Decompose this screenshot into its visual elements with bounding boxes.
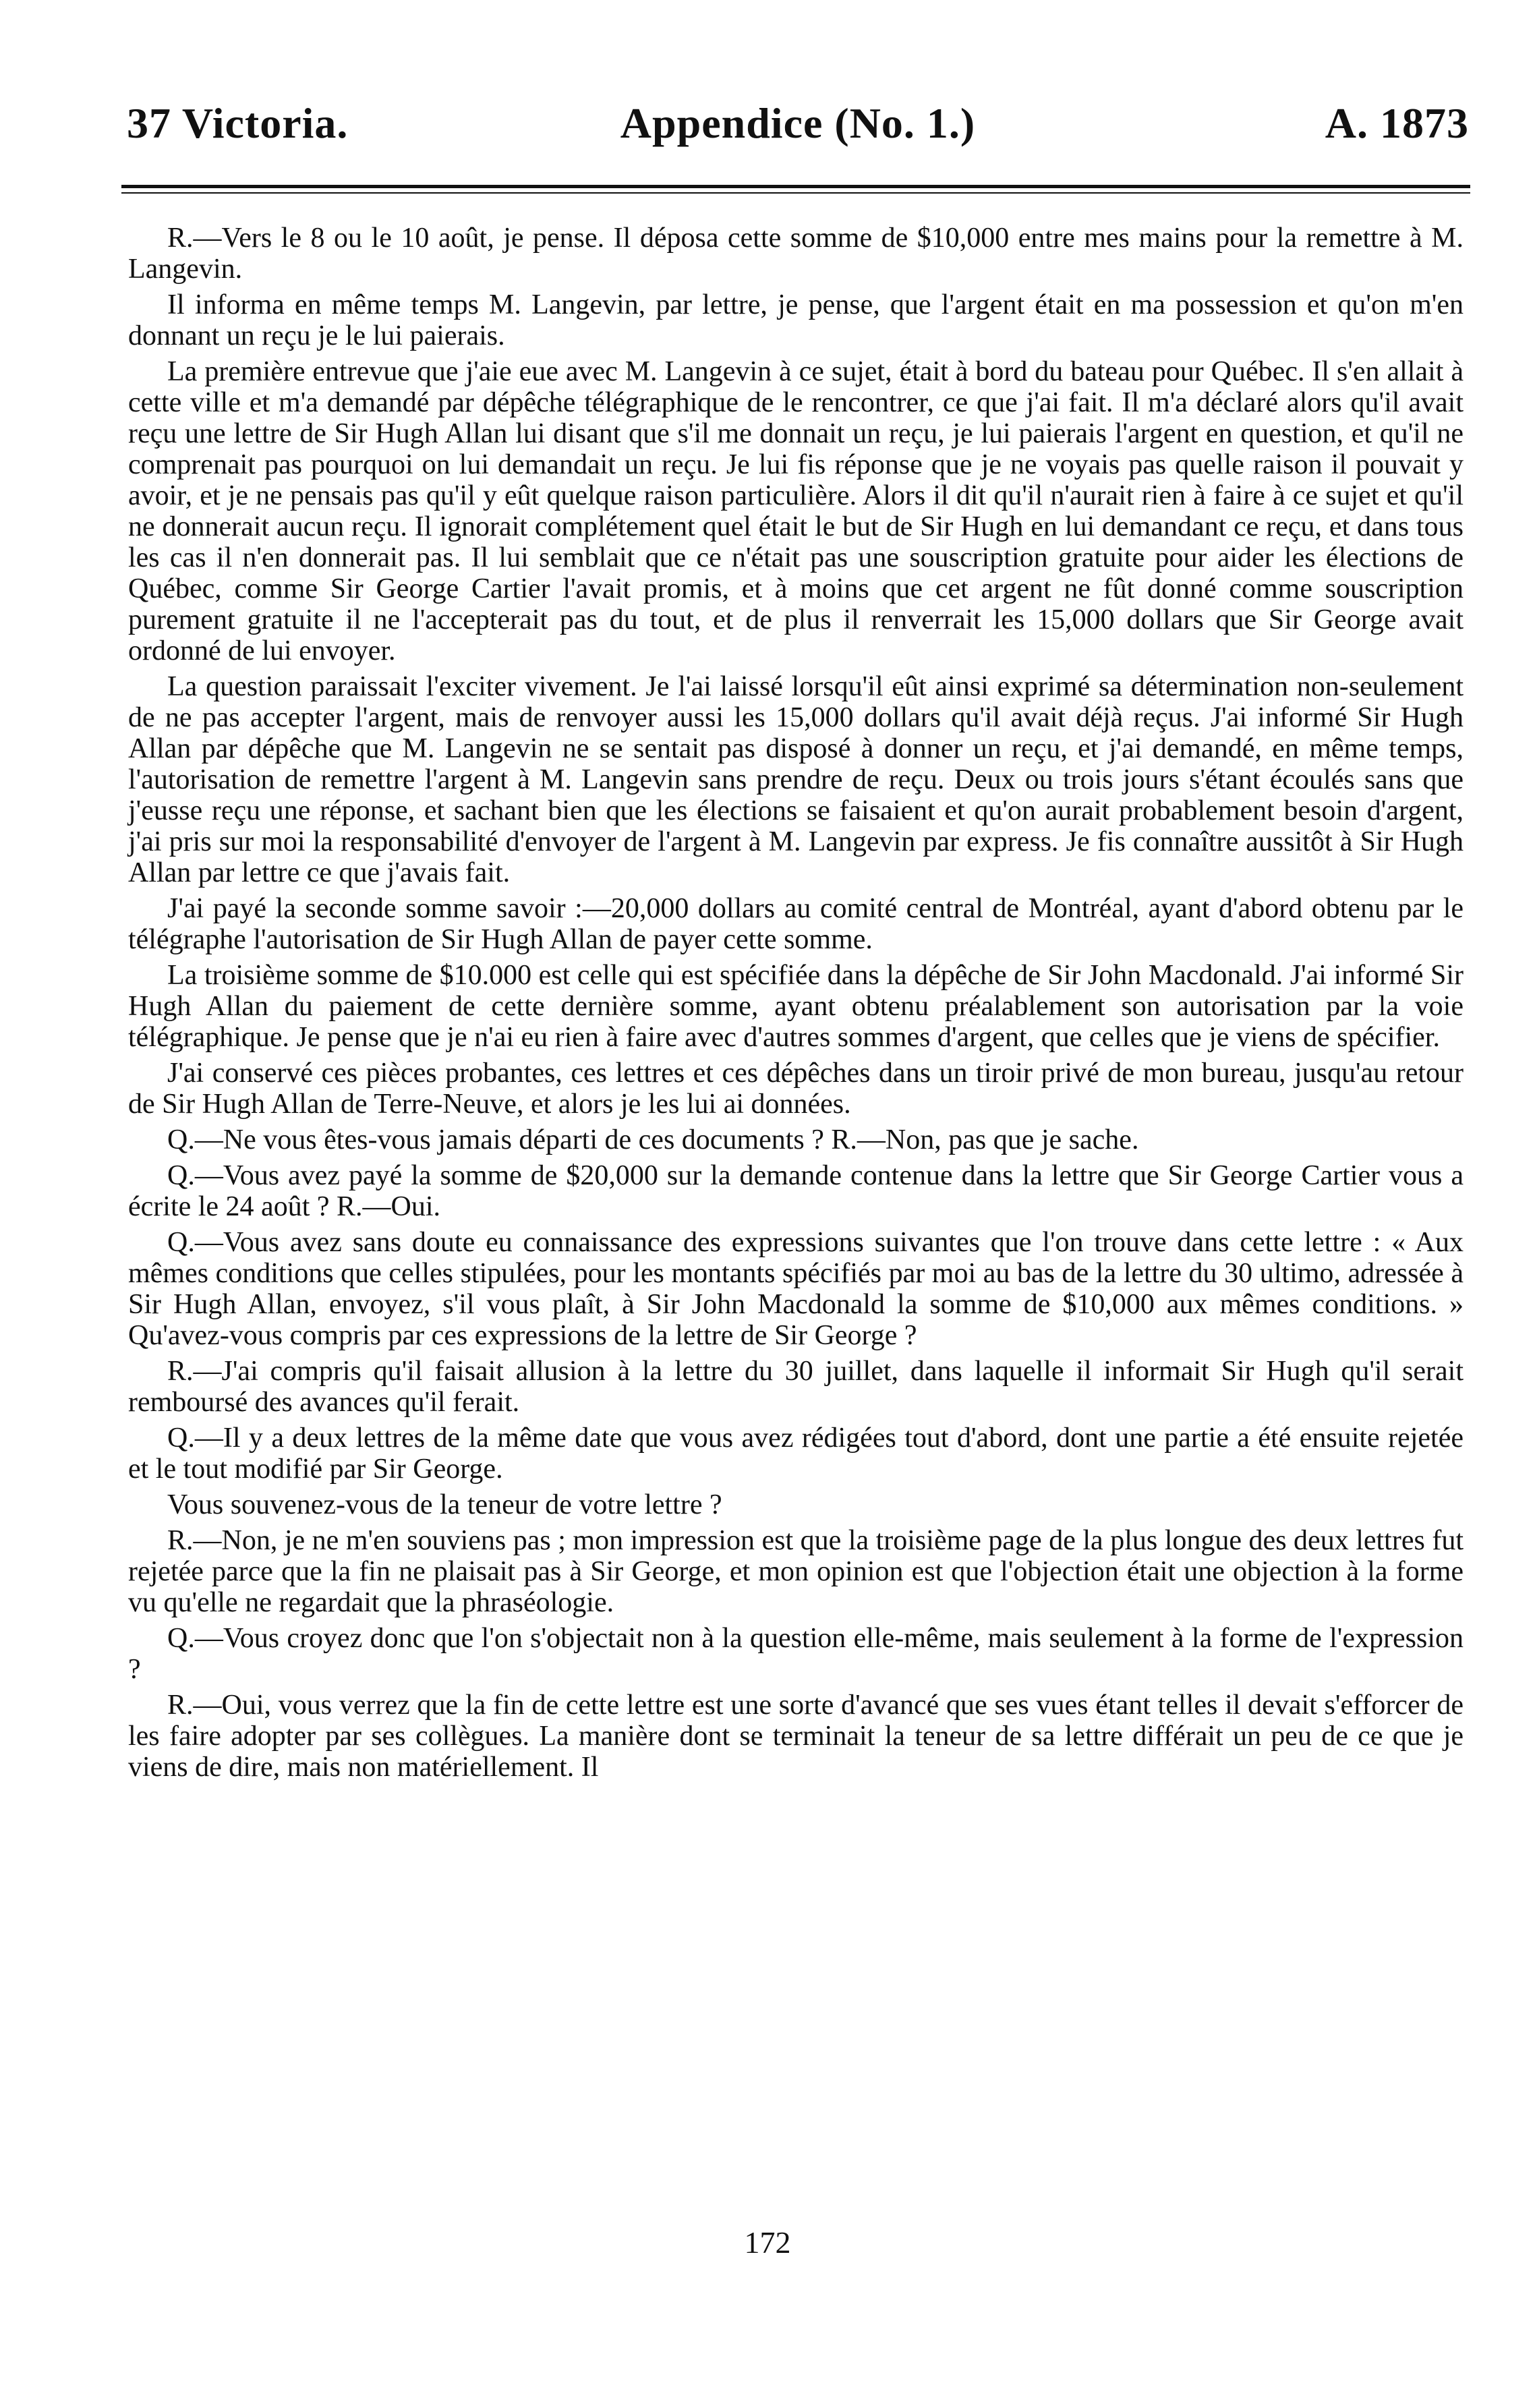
- header-appendix: Appendice (No. 1.): [620, 99, 976, 147]
- paragraph: Q.—Vous avez sans doute eu connaissance des expressions suivantes que l'on trouve dans cette lettre : « Aux mêmes conditions que celles stipulées, pour les montants spécifiés par moi au bas de la lettre du 30 ultimo, adressée à Sir Hugh Allan, envoyez, s'il vous plaît, à Sir John Macdonald la somme de $10,000 aux mêmes conditions. » Qu'avez-vous compris par ces expressions de la lettre de Sir George ?: [128, 1227, 1464, 1351]
- paragraph: La première entrevue que j'aie eue avec M. Langevin à ce sujet, était à bord du bateau pour Québec. Il s'en allait à cette ville et m'a demandé par dépêche télégraphique de le rencontrer, ce que j'ai fait. Il m'a déclaré alors qu'il avait reçu une lettre de Sir Hugh Allan lui disant que s'il me donnait un reçu, je lui paierais l'argent en question, et qu'il ne comprenait pas pourquoi on lui demandait un reçu. Je lui fis réponse que je ne voyais pas quelle raison il pouvait y avoir, et je ne pensais pas qu'il y eût quelque raison particulière. Alors il dit qu'il n'aurait rien à faire à ce sujet et qu'il ne donnerait aucun reçu. Il ignorait complétement quel était le but de Sir Hugh en lui demandant ce reçu, et dans tous les cas il n'en donnerait pas. Il lui semblait que ce n'était pas une souscription gratuite pour aider les élections de Québec, comme Sir George Cartier l'avait promis, et à moins que cet argent ne fût donné comme souscription purement gratuite il ne l'accepterait pas du tout, et de plus il renverrait les 15,000 dollars que Sir George avait ordonné de lui envoyer.: [128, 356, 1464, 666]
- paragraph: La question paraissait l'exciter vivement. Je l'ai laissé lorsqu'il eût ainsi exprimé sa détermination non-seulement de ne pas accepter l'argent, mais de renvoyer aussi les 15,000 dollars qu'il avait déjà reçus. J'ai informé Sir Hugh Allan par dépêche que M. Langevin ne se sentait pas disposé à donner un reçu, et j'ai demandé, en même temps, l'autorisation de remettre l'argent à M. Langevin sans prendre de reçu. Deux ou trois jours s'étant écoulés sans que j'eusse reçu une réponse, et sachant bien que les élections se faisaient et qu'on aurait probablement besoin d'argent, j'ai pris sur moi la responsabilité d'envoyer de l'argent à M. Langevin par express. Je fis connaître aussitôt à Sir Hugh Allan par lettre ce que j'avais fait.: [128, 671, 1464, 888]
- paragraph: J'ai conservé ces pièces probantes, ces lettres et ces dépêches dans un tiroir privé de mon bureau, jusqu'au retour de Sir Hugh Allan de Terre-Neuve, et alors je les lui ai données.: [128, 1058, 1464, 1120]
- paragraph: La troisième somme de $10.000 est celle qui est spécifiée dans la dépêche de Sir John Macdonald. J'ai informé Sir Hugh Allan du paiement de cette dernière somme, ayant obtenu préalablement son autorisation par la voie télégraphique. Je pense que je n'ai eu rien à faire avec d'autres sommes d'argent, que celles que je viens de spécifier.: [128, 960, 1464, 1053]
- page-number: 172: [744, 2225, 791, 2260]
- running-header: [127, 93, 1469, 154]
- paragraph: Q.—Il y a deux lettres de la même date que vous avez rédigées tout d'abord, dont une partie a été ensuite rejetée et le tout modifié par Sir George.: [128, 1423, 1464, 1485]
- paragraph: R.—Non, je ne m'en souviens pas ; mon impression est que la troisième page de la plus longue des deux lettres fut rejetée parce que la fin ne plaisait pas à Sir George, et mon opinion est que l'objection était une objection à la forme vu qu'elle ne regardait que la phraséologie.: [128, 1525, 1464, 1618]
- paragraph: Il informa en même temps M. Langevin, par lettre, je pense, que l'argent était en ma possession et qu'on m'en donnant un reçu je le lui paierais.: [128, 289, 1464, 351]
- paragraph: J'ai payé la seconde somme savoir :—20,000 dollars au comité central de Montréal, ayant d'abord obtenu par le télégraphe l'autorisation de Sir Hugh Allan de payer cette somme.: [128, 893, 1464, 955]
- header-rule-thick: [121, 185, 1470, 188]
- paragraph: R.—J'ai compris qu'il faisait allusion à la lettre du 30 juillet, dans laquelle il informait Sir Hugh qu'il serait remboursé des avances qu'il ferait.: [128, 1356, 1464, 1418]
- header-session: 37 Victoria.: [127, 99, 349, 147]
- paragraph: R.—Oui, vous verrez que la fin de cette lettre est une sorte d'avancé que ses vues étant telles il devait s'efforcer de les faire adopter par ses collègues. La manière dont se terminait la teneur de sa lettre différait un peu de ce que je viens de dire, mais non matériellement. Il: [128, 1690, 1464, 1783]
- header-rule-thin: [121, 192, 1470, 194]
- testimony-text: [128, 223, 1464, 1787]
- paragraph: Q.—Ne vous êtes-vous jamais départi de ces documents ? R.—Non, pas que je sache.: [167, 1124, 1139, 1155]
- paragraph: R.—Vers le 8 ou le 10 août, je pense. Il déposa cette somme de $10,000 entre mes mains pour la remettre à M. Langevin.: [128, 223, 1464, 285]
- paragraph: Q.—Vous avez payé la somme de $20,000 sur la demande contenue dans la lettre que Sir George Cartier vous a écrite le 24 août ? R.—Oui.: [128, 1160, 1464, 1222]
- header-year: A. 1873: [1325, 99, 1469, 147]
- paragraph: Vous souvenez-vous de la teneur de votre lettre ?: [167, 1489, 722, 1520]
- paragraph: Q.—Vous croyez donc que l'on s'objectait non à la question elle-même, mais seulement à la forme de l'expression ?: [128, 1623, 1464, 1685]
